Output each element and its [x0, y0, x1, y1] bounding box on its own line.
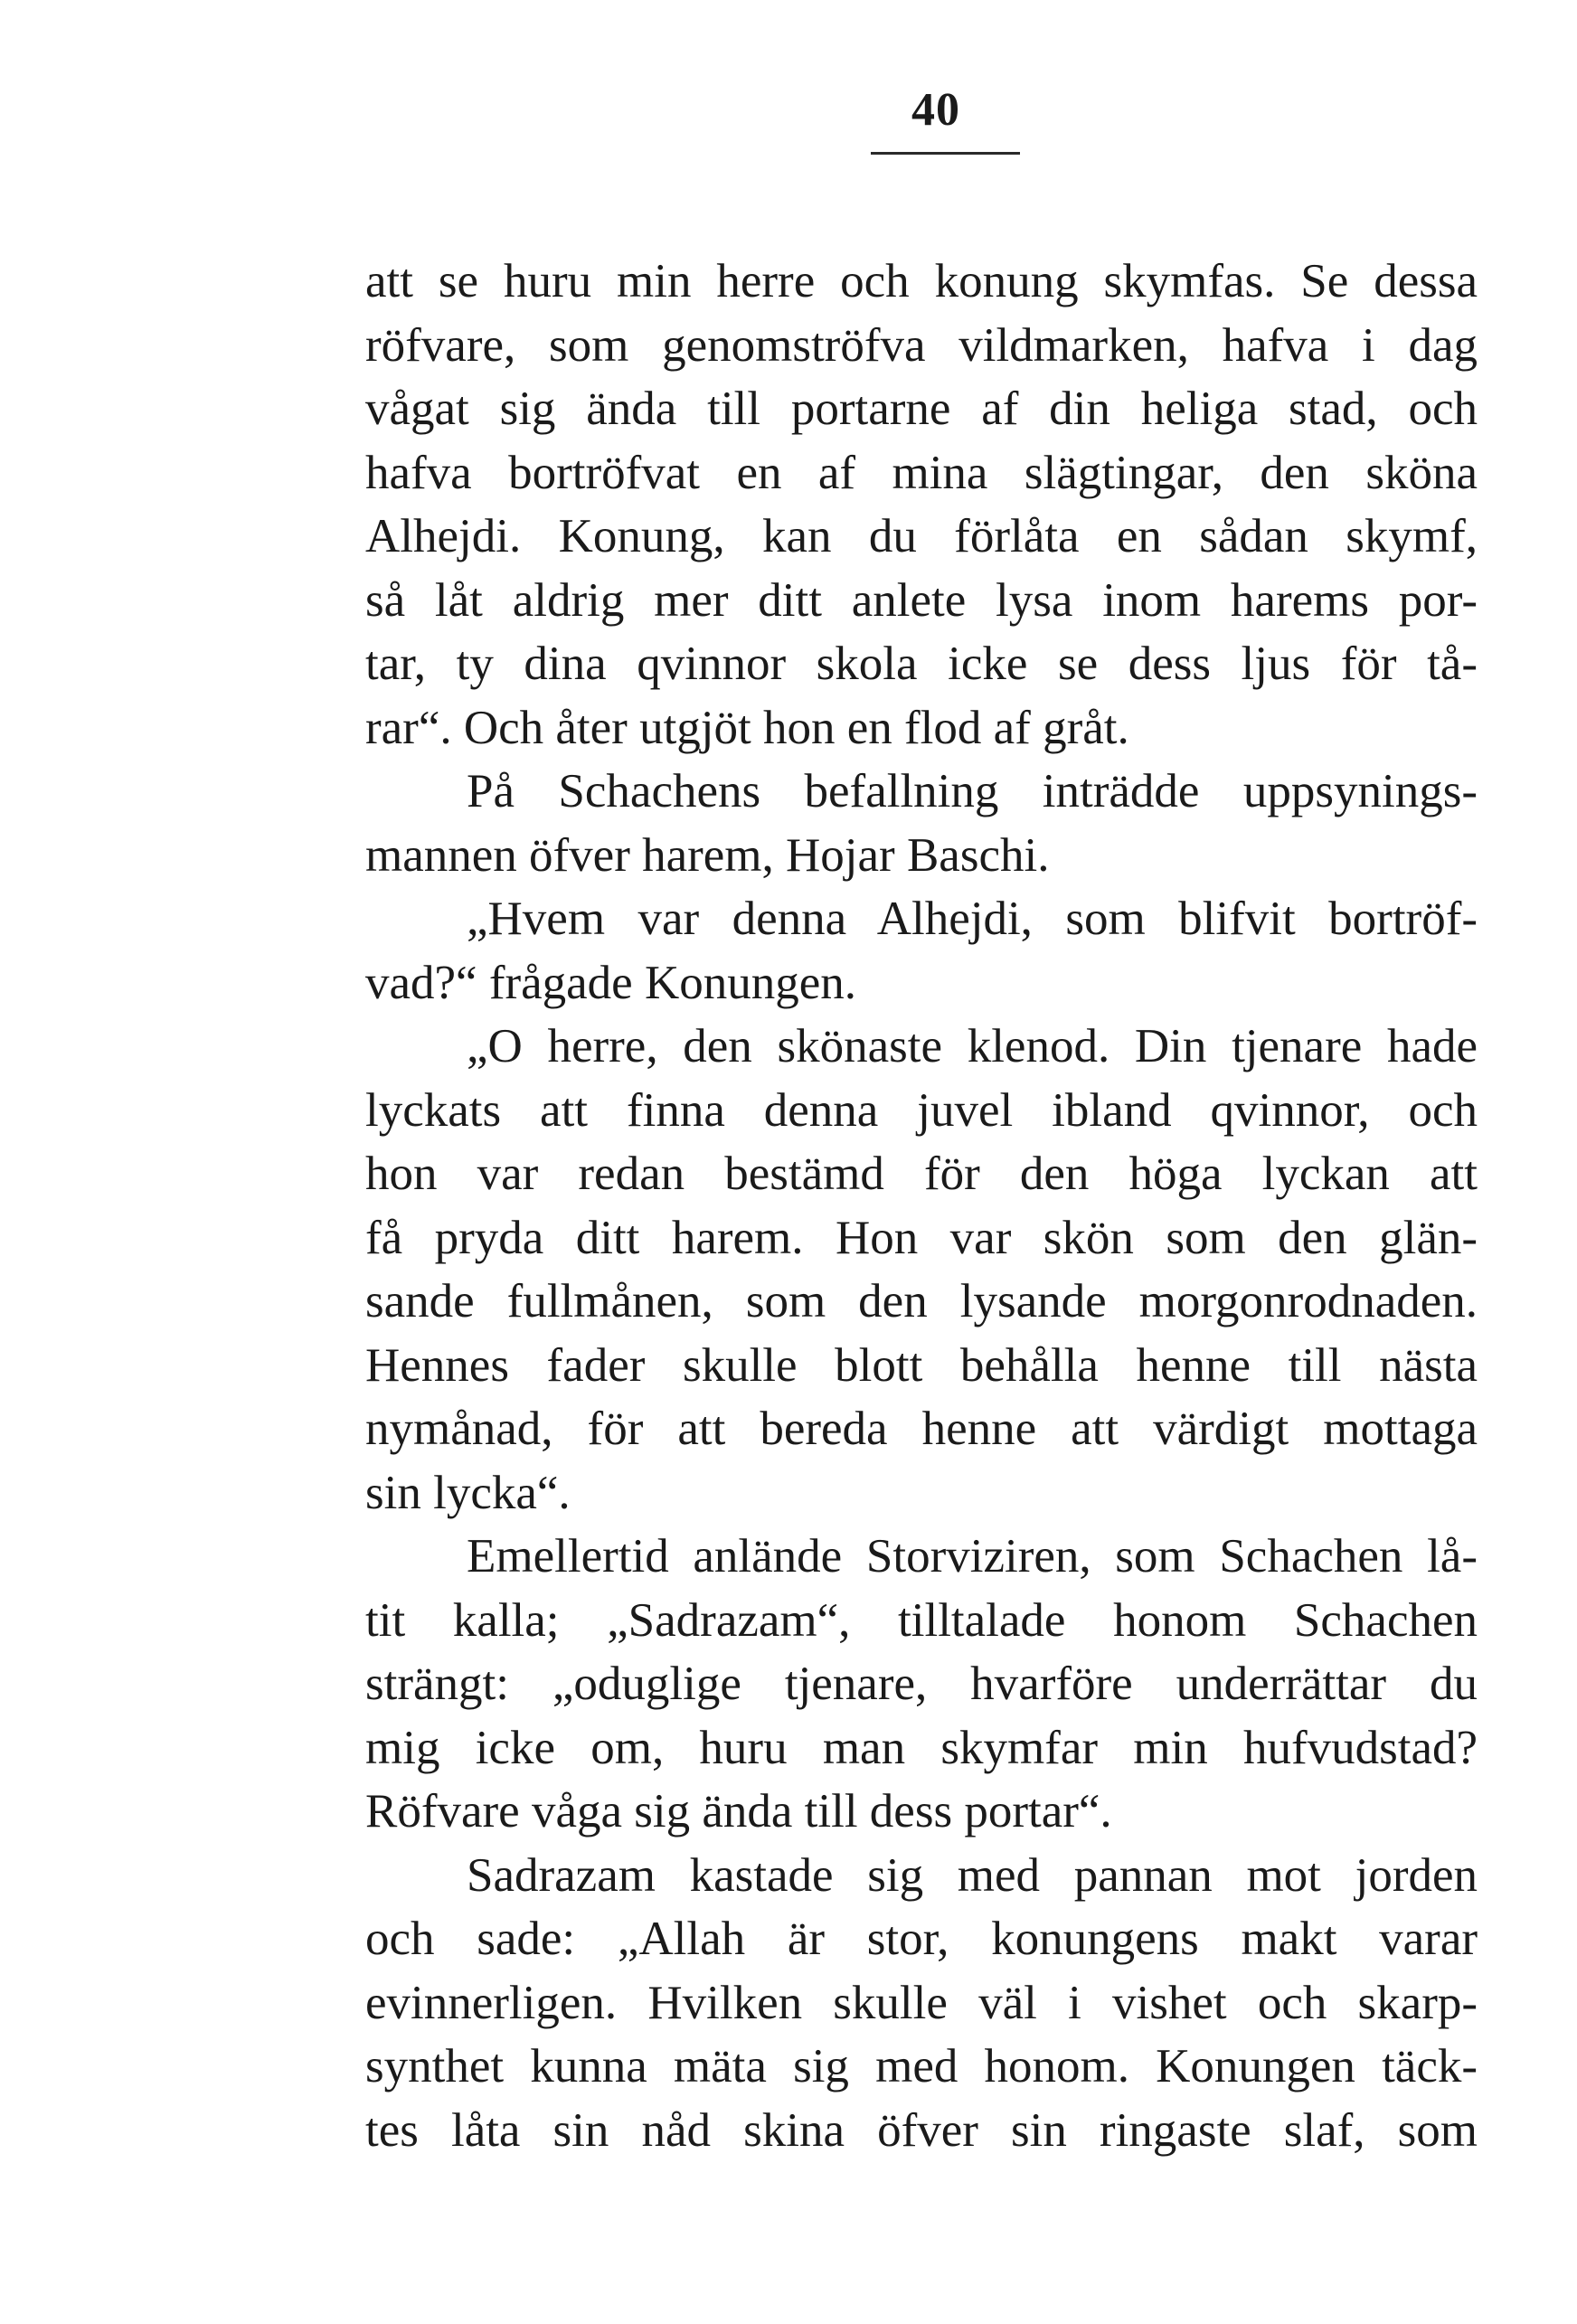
text-line: nymånad, för att bereda henne att värdigt mottaga [365, 1403, 1478, 1455]
text-line: tit kalla; „Sadrazam“, tilltalade honom Schachen [365, 1593, 1478, 1647]
text-line: hon var redan bestämd för den höga lyckan att [365, 1148, 1478, 1200]
page-number: 40 [911, 84, 960, 136]
text-line: få pryda ditt harem. Hon var skön som den glän- [365, 1211, 1478, 1264]
text-line: lyckats att finna denna juvel ibland qvinnor, och [365, 1083, 1478, 1137]
header-rule [871, 152, 1020, 155]
text-line: rar“. Och åter utgjöt hon en flod af gråt. [365, 701, 1129, 754]
text-line: vågat sig ända till portarne af din heliga stad, och [365, 383, 1478, 435]
text-line: Alhejdi. Konung, kan du förlåta en sådan skymf, [365, 510, 1478, 562]
text-line: mannen öfver harem, Hojar Baschi. [365, 828, 1050, 882]
text-line: mig icke om, huru man skymfar min hufvudstad? [365, 1721, 1478, 1774]
text-line: Sadrazam kastade sig med pannan mot jorden [467, 1848, 1478, 1902]
text-line: strängt: „oduglige tjenare, hvarföre underrättar du [365, 1658, 1478, 1710]
text-line: På Schachens befallning inträdde uppsynings- [467, 765, 1478, 817]
text-line: evinnerligen. Hvilken skulle väl i vishet och skarp- [365, 1976, 1478, 2029]
text-line: vad?“ frågade Konungen. [365, 956, 856, 1009]
text-line: Hennes fader skulle blott behålla henne till nästa [365, 1338, 1478, 1392]
text-line: och sade: „Allah är stor, konungens makt varar [365, 1913, 1478, 1965]
text-line: synthet kunna mäta sig med honom. Konungen täck- [365, 2040, 1478, 2093]
text-line: „Hvem var denna Alhejdi, som blifvit bortröf- [467, 893, 1478, 945]
text-line: hafva bortröfvat en af mina slägtingar, den sköna [365, 446, 1478, 499]
text-line: sin lycka“. [365, 1466, 571, 1519]
text-line: tes låta sin nåd skina öfver sin ringaste slaf, som [365, 2103, 1478, 2157]
text-line: Röfvare våga sig ända till dess portar“. [365, 1785, 1112, 1837]
text-line: så låt aldrig mer ditt anlete lysa inom harems por- [365, 573, 1478, 627]
text-line: sande fullmånen, som den lysande morgonrodnaden. [365, 1275, 1478, 1327]
text-line: Emellertid anlände Storviziren, som Schachen lå- [467, 1530, 1478, 1582]
text-line: tar, ty dina qvinnor skola icke se dess ljus för tå- [365, 638, 1478, 690]
text-line: „O herre, den skönaste klenod. Din tjenare hade [467, 1020, 1478, 1072]
text-line: att se huru min herre och konung skymfas. Se dessa [365, 255, 1478, 307]
body-text [365, 250, 1478, 2162]
text-line: röfvare, som genomströfva vildmarken, hafva i dag [365, 318, 1478, 372]
